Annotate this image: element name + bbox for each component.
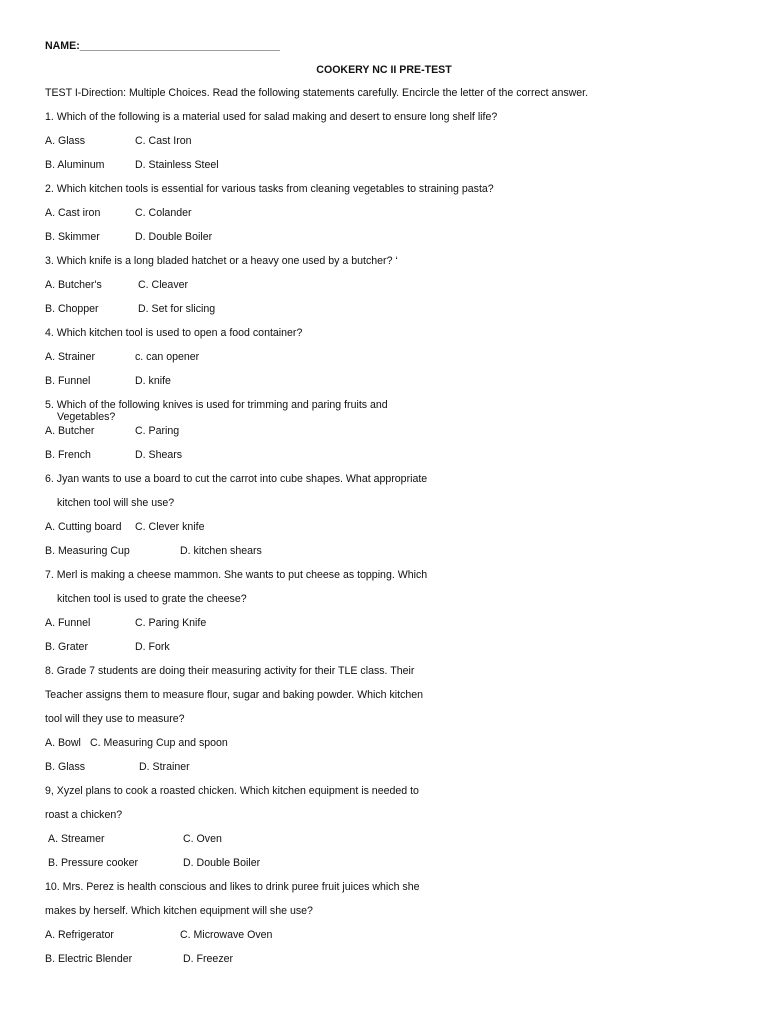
answer-option: B. Measuring Cup	[45, 545, 130, 557]
question-text: 1. Which of the following is a material used for salad making and desert to ensure long shelf life?	[45, 111, 498, 123]
question-text: roast a chicken?	[45, 809, 123, 821]
question-text: 6. Jyan wants to use a board to cut the carrot into cube shapes. What appropriate	[45, 473, 428, 485]
question-text: kitchen tool will she use?	[57, 497, 175, 509]
answer-option: D. kitchen shears	[180, 545, 262, 557]
answer-option: A. Funnel	[45, 617, 91, 629]
answer-option: B. French	[45, 449, 91, 461]
answer-option: C. Cast Iron	[135, 135, 192, 147]
answer-option: D. Strainer	[139, 761, 190, 773]
answer-option: C. Paring	[135, 425, 180, 437]
question-text: Teacher assigns them to measure flour, sugar and baking powder. Which kitchen	[45, 689, 424, 701]
answer-option: B. Aluminum	[45, 159, 105, 171]
question-text: tool will they use to measure?	[45, 713, 185, 725]
answer-option: C. Oven	[183, 833, 222, 845]
question-text: kitchen tool is used to grate the cheese?	[57, 593, 247, 605]
question-text: 4. Which kitchen tool is used to open a food container?	[45, 327, 303, 339]
answer-option: B. Electric Blender	[45, 953, 133, 965]
answer-option: C. Microwave Oven	[180, 929, 273, 941]
page-title: COOKERY NC II PRE-TEST	[316, 64, 452, 76]
answer-option: A. Refrigerator	[45, 929, 114, 941]
question-text: 2. Which kitchen tools is essential for various tasks from cleaning vegetables to straining pasta?	[45, 183, 494, 195]
answer-option: B. Pressure cooker	[48, 857, 139, 869]
answer-option: C. Clever knife	[135, 521, 205, 533]
test-direction: TEST I-Direction: Multiple Choices. Read the following statements carefully. Encircle the letter of the correct answer.	[45, 87, 589, 99]
question-text: 3. Which knife is a long bladed hatchet or a heavy one used by a butcher? ‘	[45, 255, 398, 267]
answer-option: A. Glass	[45, 135, 86, 147]
answer-option: A. Streamer	[48, 833, 105, 845]
answer-option: A. Strainer	[45, 351, 96, 363]
answer-option: B. Skimmer	[45, 231, 100, 243]
question-text: 9, Xyzel plans to cook a roasted chicken. Which kitchen equipment is needed to	[45, 785, 419, 797]
answer-option: A. Bowl	[45, 737, 81, 749]
question-text: Vegetables?	[57, 411, 116, 423]
answer-option: A. Cutting board	[45, 521, 122, 533]
question-text: makes by herself. Which kitchen equipment will she use?	[45, 905, 313, 917]
question-text: 7. Merl is making a cheese mammon. She wants to put cheese as topping. Which	[45, 569, 428, 581]
answer-option: c. can opener	[135, 351, 200, 363]
question-text: 5. Which of the following knives is used for trimming and paring fruits and	[45, 399, 388, 411]
answer-option: D. knife	[135, 375, 171, 387]
answer-option: B. Grater	[45, 641, 88, 653]
answer-option: A. Butcher	[45, 425, 95, 437]
question-text: 8. Grade 7 students are doing their measuring activity for their TLE class. Their	[45, 665, 415, 677]
answer-option: C. Cleaver	[138, 279, 189, 291]
answer-option: D. Fork	[135, 641, 170, 653]
answer-option: D. Set for slicing	[138, 303, 216, 315]
name-line: NAME:__________________________________	[45, 40, 281, 52]
answer-option: A. Butcher's	[45, 279, 102, 291]
answer-option: D. Double Boiler	[183, 857, 261, 869]
answer-option: B. Chopper	[45, 303, 99, 315]
answer-option: D. Freezer	[183, 953, 234, 965]
answer-option: D. Shears	[135, 449, 183, 461]
answer-option: A. Cast iron	[45, 207, 101, 219]
answer-option: C. Measuring Cup and spoon	[90, 737, 228, 749]
answer-option: B. Glass	[45, 761, 86, 773]
answer-option: C. Colander	[135, 207, 192, 219]
answer-option: D. Double Boiler	[135, 231, 213, 243]
question-text: 10. Mrs. Perez is health conscious and likes to drink puree fruit juices which she	[45, 881, 420, 893]
answer-option: B. Funnel	[45, 375, 91, 387]
answer-option: D. Stainless Steel	[135, 159, 219, 171]
answer-option: C. Paring Knife	[135, 617, 207, 629]
